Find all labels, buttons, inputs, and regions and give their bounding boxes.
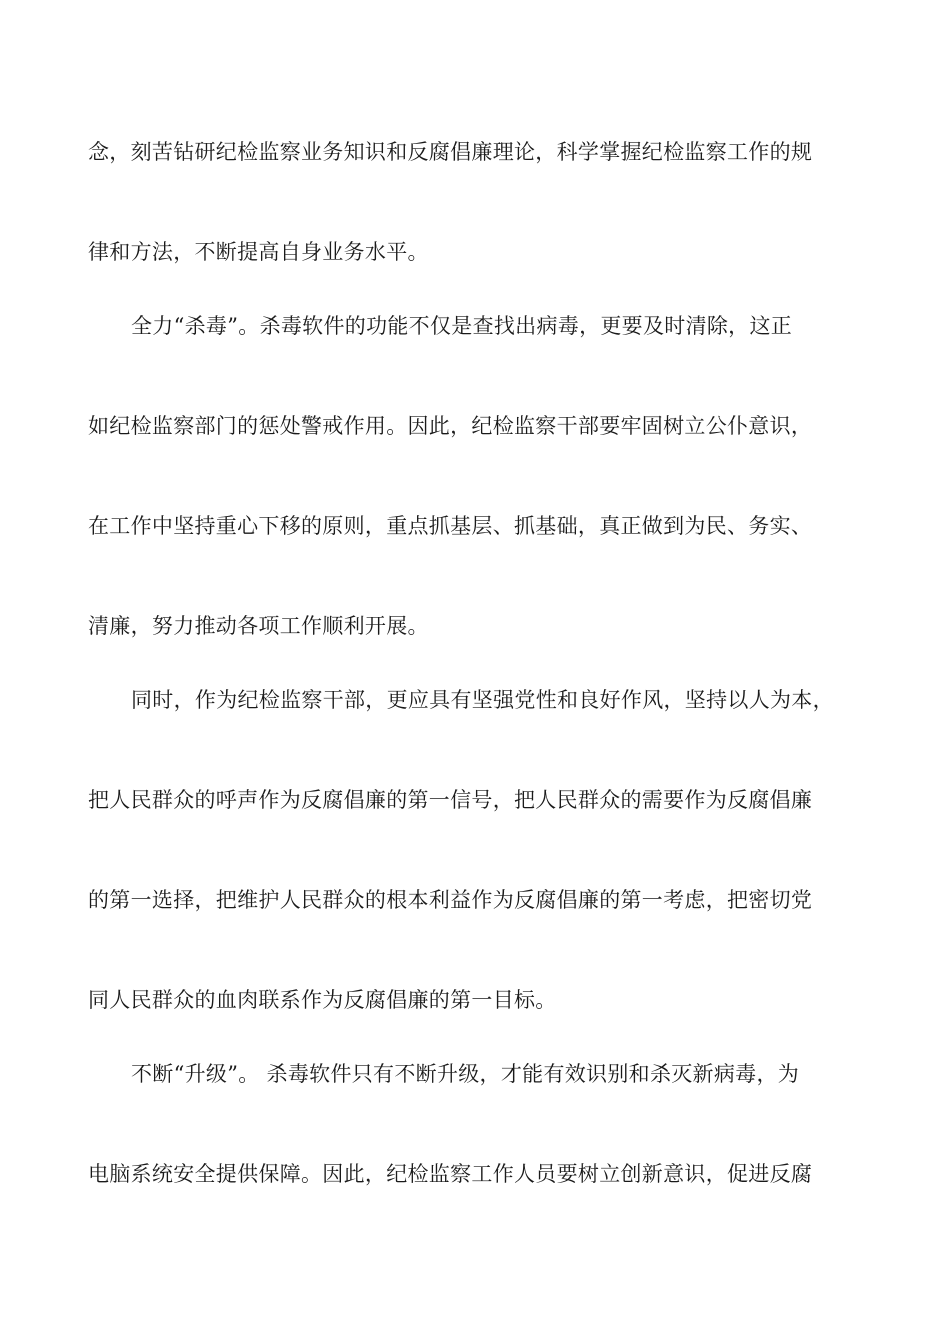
text-line: 把人民群众的呼声作为反腐倡廉的第一信号，把人民群众的需要作为反腐倡廉: [88, 788, 813, 812]
text-line: 如纪检监察部门的惩处警戒作用。因此，纪检监察干部要牢固树立公仆意识，: [88, 414, 813, 438]
text-line: 念，刻苦钻研纪检监察业务知识和反腐倡廉理论，科学掌握纪检监察工作的规: [88, 140, 813, 164]
text-line: 清廉，努力推动各项工作顺利开展。: [88, 614, 429, 638]
text-line: 在工作中坚持重心下移的原则，重点抓基层、抓基础，真正做到为民、务实、: [88, 514, 813, 538]
text-line: 同人民群众的血肉联系作为反腐倡廉的第一目标。: [88, 988, 557, 1012]
paragraph-start-line: 不断“升级”。 杀毒软件只有不断升级，才能有效识别和杀灭新病毒，为: [131, 1062, 800, 1086]
paragraph-start-line: 全力“杀毒”。杀毒软件的功能不仅是查找出病毒，更要及时清除，这正: [131, 314, 793, 338]
paragraph-start-line: 同时，作为纪检监察干部，更应具有坚强党性和良好作风，坚持以人为本，: [131, 688, 834, 712]
text-line: 的第一选择，把维护人民群众的根本利益作为反腐倡廉的第一考虑，把密切党: [88, 888, 813, 912]
text-line: 电脑系统安全提供保障。因此，纪检监察工作人员要树立创新意识，促进反腐: [88, 1162, 813, 1186]
text-line: 律和方法，不断提高自身业务水平。: [88, 240, 429, 264]
